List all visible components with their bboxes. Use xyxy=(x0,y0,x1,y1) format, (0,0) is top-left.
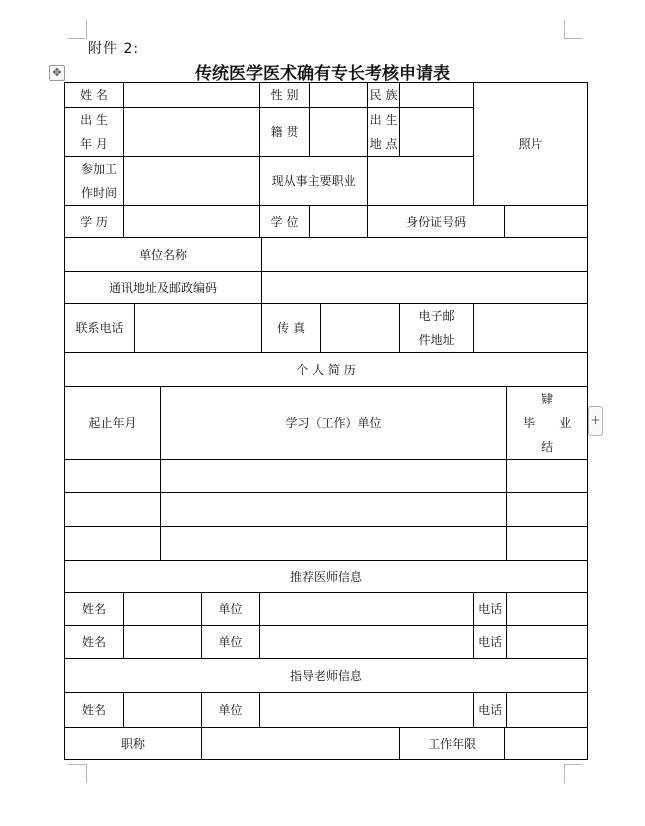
gender-label: 性 别 xyxy=(260,83,310,108)
corner-mark-bottom-right xyxy=(564,764,583,783)
mentor-phone-field[interactable] xyxy=(507,693,588,728)
name-label: 姓 名 xyxy=(65,83,124,108)
degree-field[interactable] xyxy=(310,206,368,238)
work-start-field[interactable] xyxy=(124,157,260,206)
address-zip-label: 通讯地址及邮政编码 xyxy=(65,272,262,304)
birth-date-label: 出 生 年 月 xyxy=(65,108,124,157)
recommender-name-label: 姓名 xyxy=(65,626,124,659)
resume-certificate-cell[interactable] xyxy=(507,493,588,527)
name-field[interactable] xyxy=(124,83,260,108)
recommender-unit-label: 单位 xyxy=(202,593,260,626)
birth-date-field[interactable] xyxy=(124,108,260,157)
attachment-label: 附件 2: xyxy=(88,41,140,57)
recommender-unit-label: 单位 xyxy=(202,626,260,659)
id-number-label: 身份证号码 xyxy=(368,206,505,238)
mentor-rank-field[interactable] xyxy=(202,728,400,760)
resume-certificate-cell[interactable] xyxy=(507,460,588,493)
email-label: 电子邮 件地址 xyxy=(400,304,474,353)
mentor-name-field[interactable] xyxy=(124,693,202,728)
recommender-unit-field[interactable] xyxy=(260,593,474,626)
mentor-name-label: 姓名 xyxy=(65,693,124,728)
corner-mark-top-left xyxy=(68,20,87,39)
photo-box[interactable]: 照片 xyxy=(474,83,588,206)
fax-field[interactable] xyxy=(321,304,400,353)
birthplace-field[interactable] xyxy=(400,108,474,157)
recommender-phone-label: 电话 xyxy=(474,593,507,626)
employer-label: 单位名称 xyxy=(65,238,262,272)
employer-field[interactable] xyxy=(262,238,588,272)
add-column-icon[interactable]: + xyxy=(588,406,603,436)
degree-label: 学 位 xyxy=(260,206,310,238)
corner-mark-top-right xyxy=(564,20,583,39)
phone-label: 联系电话 xyxy=(65,304,135,353)
recommending-physician-section-title: 推荐医师信息 xyxy=(65,561,588,593)
page-title: 传统医学医术确有专长考核申请表 xyxy=(195,64,450,84)
corner-mark-bottom-left xyxy=(68,764,87,783)
application-form-table xyxy=(64,82,588,760)
ethnicity-field[interactable] xyxy=(400,83,474,108)
mentor-phone-label: 电话 xyxy=(474,693,507,728)
resume-period-cell[interactable] xyxy=(65,460,161,493)
recommender-phone-label: 电话 xyxy=(474,626,507,659)
education-field[interactable] xyxy=(124,206,260,238)
recommender-name-label: 姓名 xyxy=(65,593,124,626)
recommender-name-field[interactable] xyxy=(124,593,202,626)
resume-unit-cell[interactable] xyxy=(161,493,507,527)
current-occupation-label: 现从事主要职业 xyxy=(260,157,368,206)
resume-unit-cell[interactable] xyxy=(161,527,507,561)
table-move-icon[interactable]: ✥ xyxy=(49,65,65,81)
phone-field[interactable] xyxy=(135,304,262,353)
mentor-years-field[interactable] xyxy=(505,728,588,760)
resume-period-cell[interactable] xyxy=(65,527,161,561)
resume-unit-cell[interactable] xyxy=(161,460,507,493)
resume-certificate-cell[interactable] xyxy=(507,527,588,561)
resume-unit-header: 学习（工作）单位 xyxy=(161,387,507,460)
gender-field[interactable] xyxy=(310,83,368,108)
recommender-name-field[interactable] xyxy=(124,626,202,659)
birthplace-label: 出 生 地 点 xyxy=(368,108,400,157)
work-start-label: 参加工 作时间 xyxy=(65,157,124,206)
mentor-section-title: 指导老师信息 xyxy=(65,659,588,693)
mentor-rank-label: 职称 xyxy=(65,728,202,760)
resume-section-title: 个 人 简 历 xyxy=(65,353,588,387)
recommender-phone-field[interactable] xyxy=(507,593,588,626)
resume-certificate-header: 肄 毕 业 结 xyxy=(507,387,588,460)
education-label: 学 历 xyxy=(65,206,124,238)
email-field[interactable] xyxy=(474,304,588,353)
id-number-field[interactable] xyxy=(505,206,588,238)
ethnicity-label: 民 族 xyxy=(368,83,400,108)
current-occupation-field[interactable] xyxy=(368,157,474,206)
resume-period-header: 起止年月 xyxy=(65,387,161,460)
recommender-phone-field[interactable] xyxy=(507,626,588,659)
address-zip-field[interactable] xyxy=(262,272,588,304)
fax-label: 传 真 xyxy=(262,304,321,353)
recommender-unit-field[interactable] xyxy=(260,626,474,659)
native-place-label: 籍 贯 xyxy=(260,108,310,157)
mentor-unit-label: 单位 xyxy=(202,693,260,728)
native-place-field[interactable] xyxy=(310,108,368,157)
mentor-unit-field[interactable] xyxy=(260,693,474,728)
resume-period-cell[interactable] xyxy=(65,493,161,527)
mentor-years-label: 工作年限 xyxy=(400,728,505,760)
